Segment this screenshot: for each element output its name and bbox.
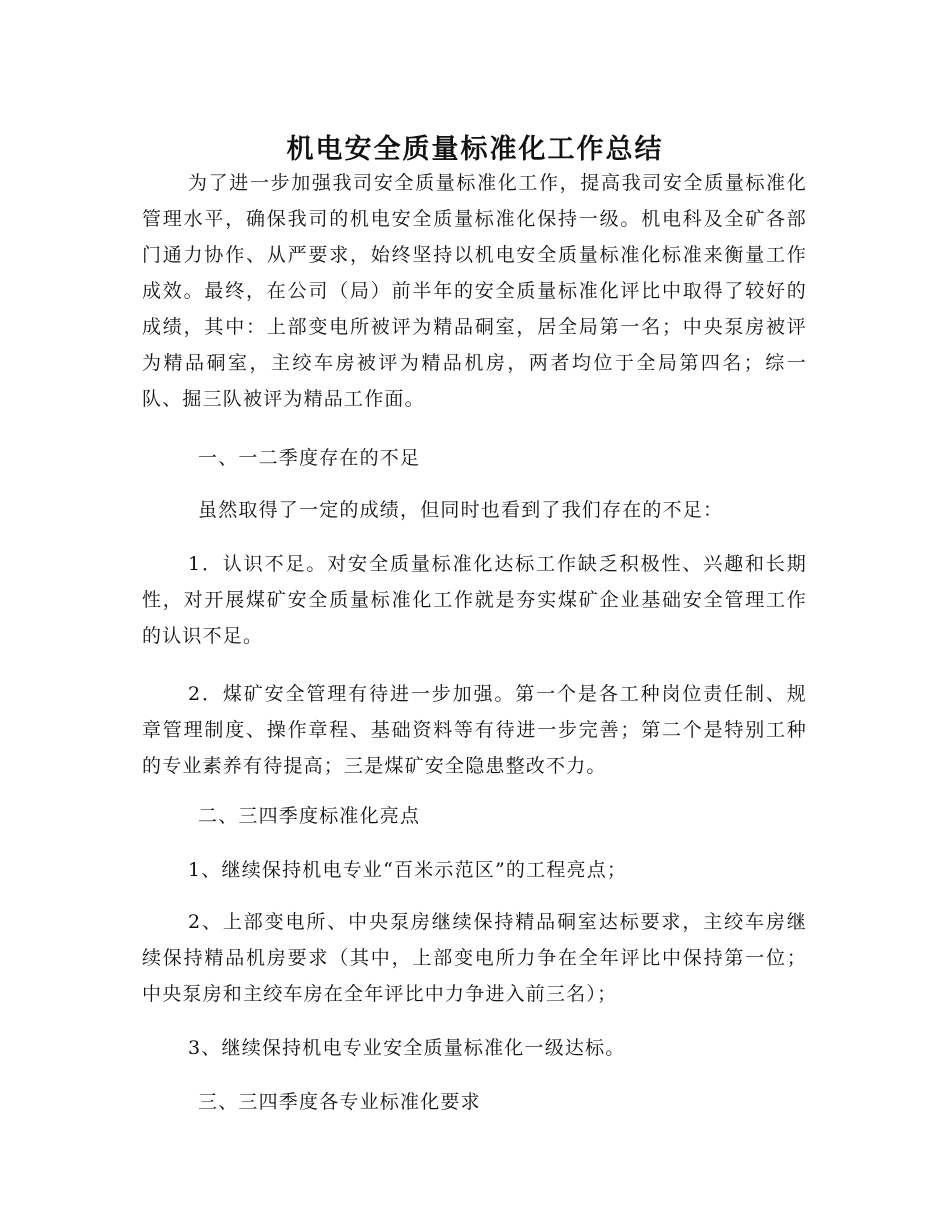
list-item-2: 2．煤矿安全管理有待进一步加强。第一个是各工种岗位责任制、规章管理制度、操作章程、基础资料等有待进一步完善；第二个是特别工种的专业素养有待提高；三是煤矿安全隐患整改不力。 (142, 683, 807, 777)
section-1-intro: 虽然取得了一定的成绩，但同时也看到了我们存在的不足： (198, 499, 724, 521)
section-heading-3: 三、三四季度各专业标准化要求 (198, 1091, 481, 1113)
highlight-item-2: 2、上部变电所、中央泵房继续保持精品硐室达标要求，主绞车房继续保持精品机房要求（其中，上部变电所力争在全年评比中保持第一位；中央泵房和主绞车房在全年评比中力争进入前三名）； (142, 911, 807, 1005)
section-heading-2: 二、三四季度标准化亮点 (198, 805, 421, 827)
intro-paragraph: 为了进一步加强我司安全质量标准化工作，提高我司安全质量标准化管理水平，确保我司的机电安全质量标准化保持一级。机电科及全矿各部门通力协作、从严要求，始终坚持以机电安全质量标准化标准来衡量工作成效。最终，在公司（局）前半年的安全质量标准化评比中取得了较好的成绩，其中：上部变电所被评为精品硐室，居全局第一名；中央泵房被评为精品硐室，主绞车房被评为精品机房，两者均位于全局第四名；综一队、掘三队被评为精品工作面。 (142, 172, 807, 410)
section-heading-1: 一、一二季度存在的不足 (198, 447, 421, 469)
list-item-1: 1．认识不足。对安全质量标准化达标工作缺乏积极性、兴趣和长期性，对开展煤矿安全质量标准化工作就是夯实煤矿企业基础安全管理工作的认识不足。 (142, 553, 807, 647)
highlight-item-3: 3、继续保持机电专业安全质量标准化一级达标。 (188, 1037, 626, 1059)
highlight-item-1: 1、继续保持机电专业“百米示范区”的工程亮点； (188, 859, 628, 881)
document-title: 机电安全质量标准化工作总结 (286, 134, 664, 166)
